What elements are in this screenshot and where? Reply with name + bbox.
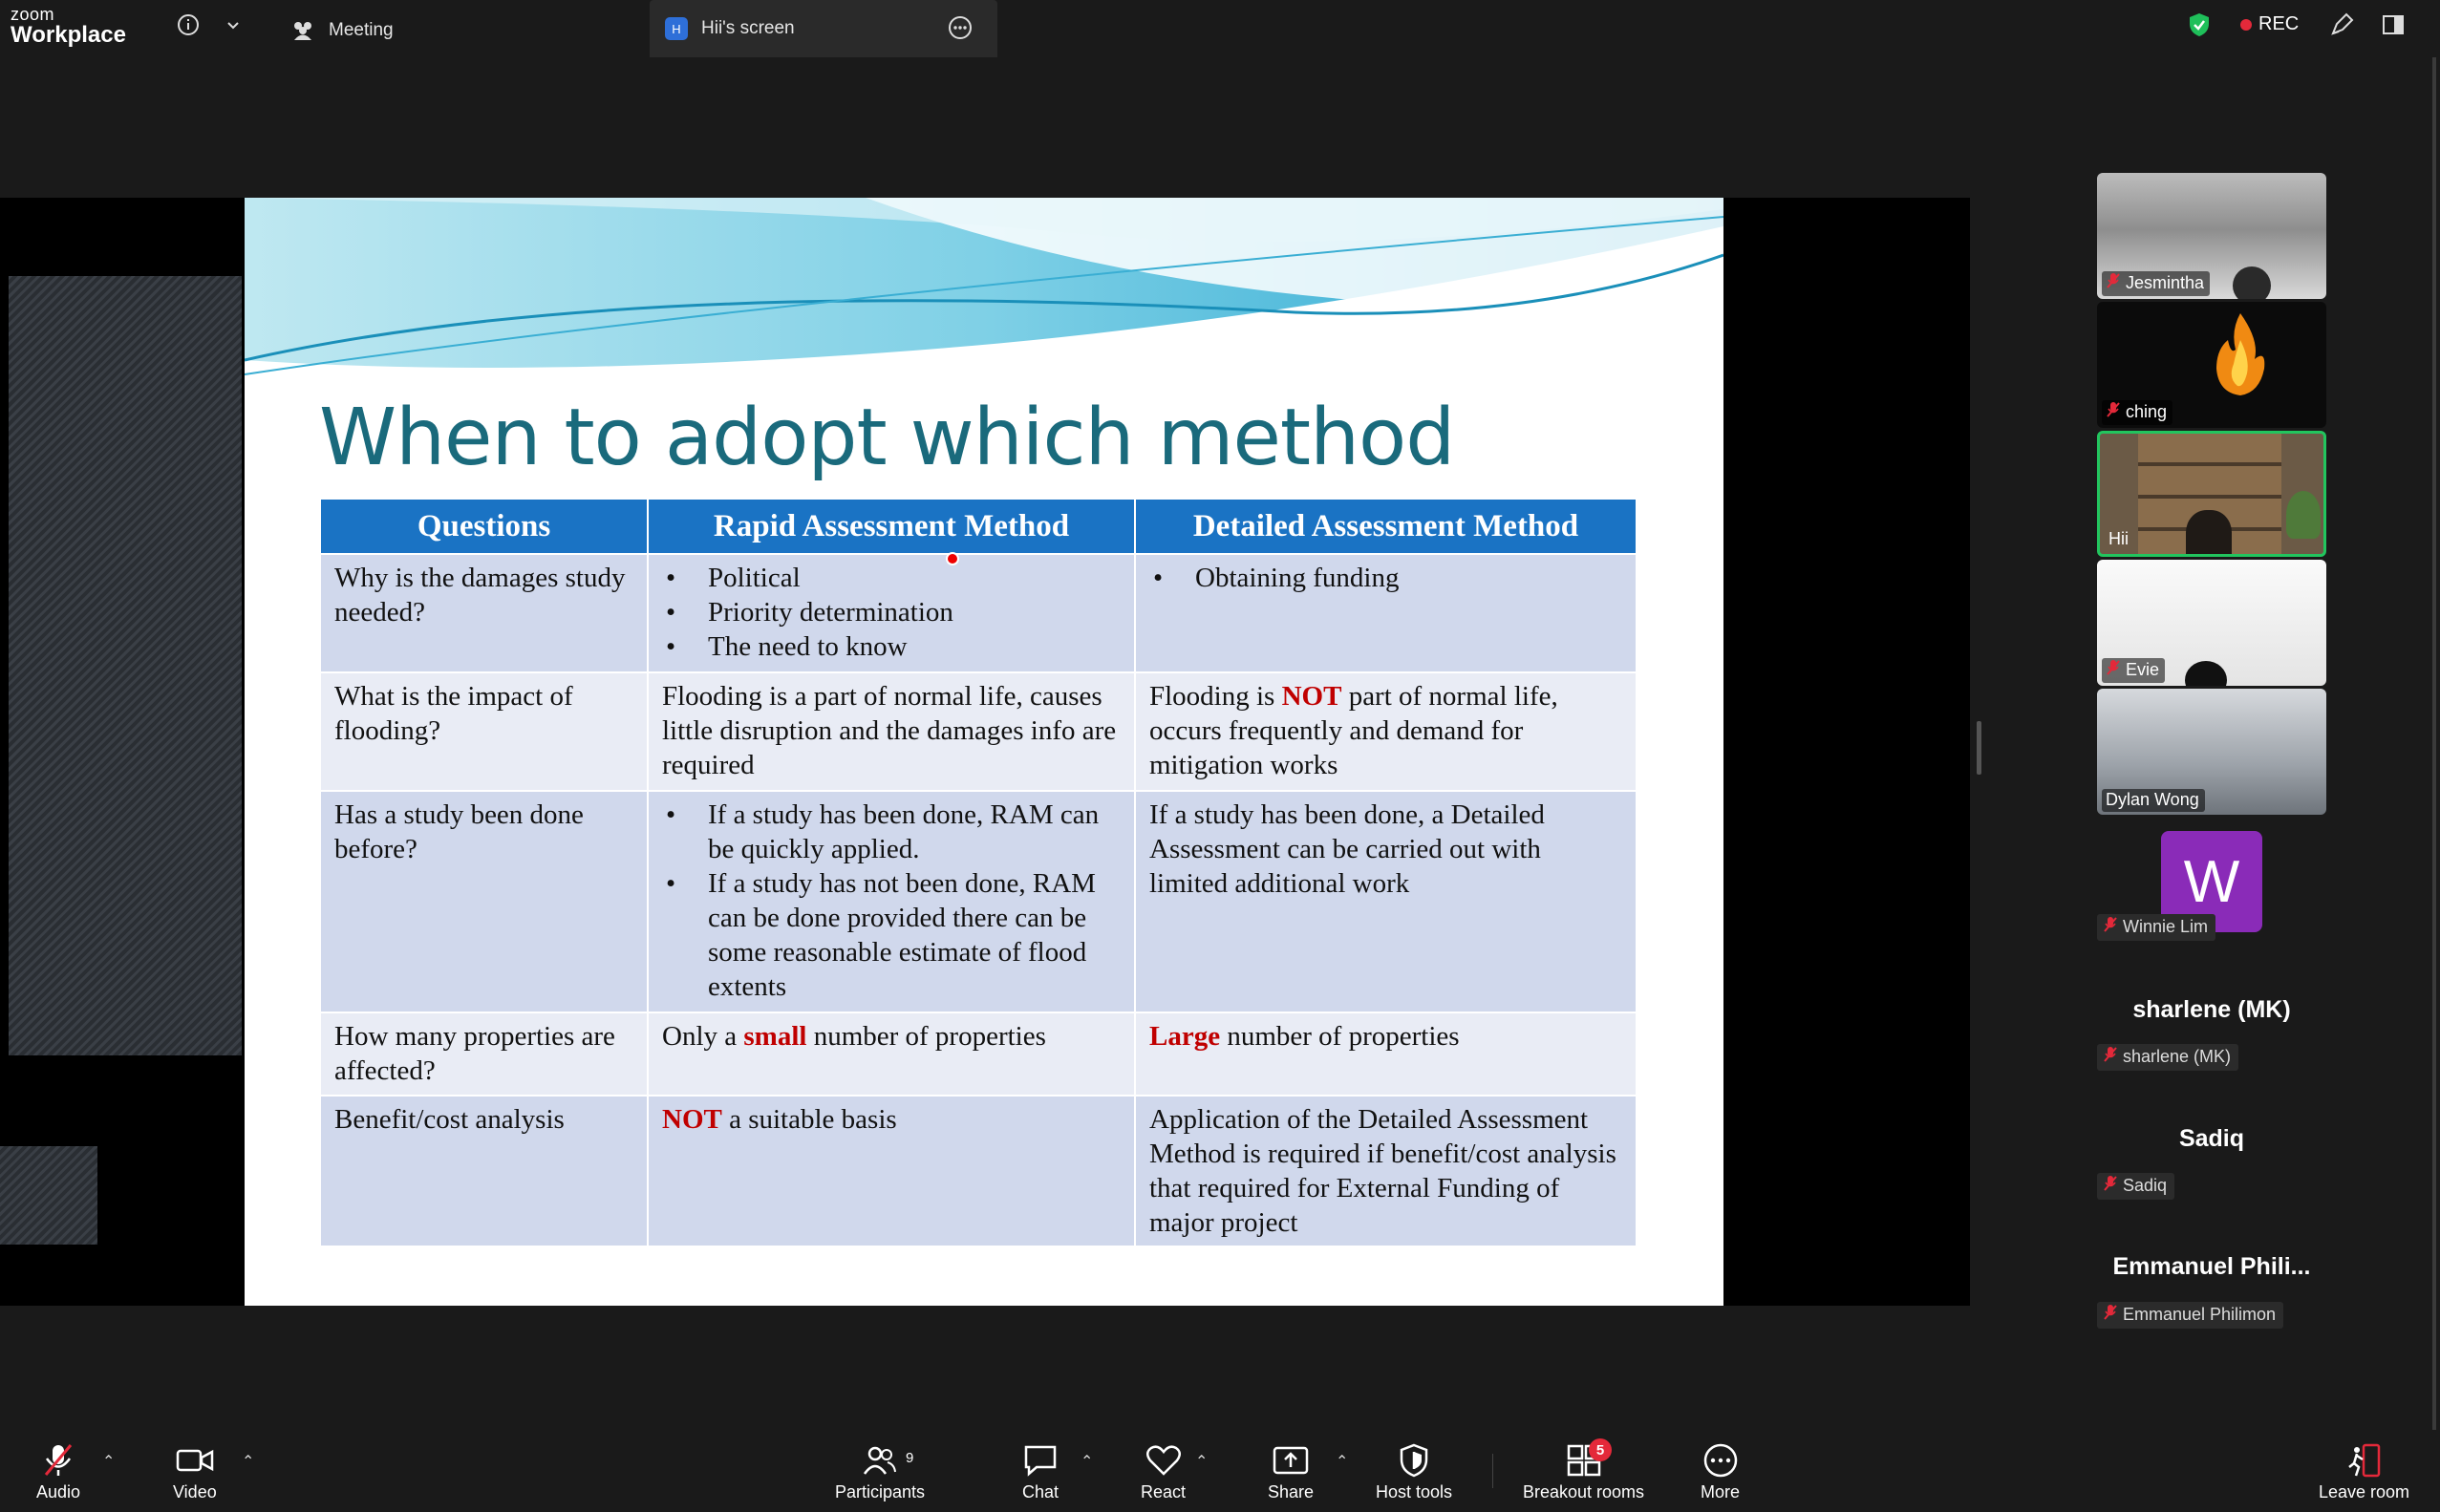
participant-name: Sadiq bbox=[2123, 1176, 2168, 1195]
slide-title: When to adopt which method bbox=[319, 393, 1455, 483]
background-window-thumbnail bbox=[0, 1146, 97, 1245]
view-layout-icon[interactable] bbox=[2380, 11, 2407, 38]
mic-muted-icon bbox=[2106, 401, 2121, 423]
participants-label: Participants bbox=[835, 1482, 926, 1501]
video-options-caret[interactable]: ⌃ bbox=[242, 1454, 255, 1470]
audio-button[interactable] bbox=[36, 1442, 80, 1502]
bullet-item: • Obtaining funding bbox=[1149, 561, 1624, 595]
chat-options-caret[interactable]: ⌃ bbox=[1081, 1454, 1094, 1470]
chevron-down-icon[interactable] bbox=[220, 11, 246, 38]
question-cell: Benefit/cost analysis bbox=[320, 1096, 648, 1246]
participant-name-tag bbox=[2102, 400, 2172, 425]
breakout-rooms-label: Breakout rooms bbox=[1523, 1482, 1645, 1501]
rapid-cell bbox=[648, 791, 1135, 1012]
participant-name: Winnie Lim bbox=[2123, 917, 2209, 936]
annotate-icon[interactable] bbox=[2328, 11, 2355, 38]
shield-check-icon[interactable] bbox=[2186, 11, 2213, 38]
breakout-rooms-button[interactable] bbox=[1523, 1442, 1644, 1502]
info-icon[interactable] bbox=[175, 11, 202, 38]
column-header: Questions bbox=[320, 499, 648, 554]
cell-text: Flooding is bbox=[1149, 681, 1282, 712]
bullet-item: • Political bbox=[662, 561, 1123, 595]
participant-name: sharlene (MK) bbox=[2123, 1047, 2232, 1066]
participant-name: Hii bbox=[2108, 529, 2129, 548]
rec-label: REC bbox=[2258, 13, 2300, 34]
participant-name: Jesmintha bbox=[2126, 273, 2205, 292]
laser-pointer bbox=[946, 552, 959, 565]
question-cell: How many properties are affected? bbox=[320, 1012, 648, 1096]
question-cell: What is the impact of flooding? bbox=[320, 672, 648, 791]
fire-image bbox=[2207, 311, 2274, 397]
react-options-caret[interactable]: ⌃ bbox=[1195, 1454, 1209, 1470]
participant-name-card[interactable]: Sadiq bbox=[2178, 1125, 2245, 1152]
app-logo bbox=[11, 6, 126, 47]
participant-name-tag bbox=[2102, 658, 2165, 683]
table-row bbox=[320, 554, 1637, 672]
leave-room-label: Leave room bbox=[2319, 1482, 2410, 1501]
share-label: Share bbox=[1268, 1482, 1315, 1501]
participant-name-card[interactable]: Emmanuel Phili... bbox=[2112, 1253, 2311, 1280]
video-camera-icon bbox=[176, 1442, 214, 1479]
video-button[interactable] bbox=[173, 1442, 217, 1502]
mic-muted-icon bbox=[2106, 272, 2121, 294]
rapid-cell: Flooding is a part of normal life, causes little disruption and the damages info are required bbox=[648, 672, 1135, 791]
rec-dot-icon bbox=[2240, 19, 2252, 31]
tab-screen-label: Hii's screen bbox=[701, 18, 795, 38]
question-cell: Has a study been done before? bbox=[320, 791, 648, 1012]
presentation-slide bbox=[245, 198, 1723, 1306]
detailed-cell bbox=[1135, 554, 1637, 672]
react-label: React bbox=[1141, 1482, 1187, 1501]
more-options-icon[interactable] bbox=[948, 15, 973, 40]
participant-name-tag bbox=[2102, 271, 2210, 296]
audio-options-caret[interactable]: ⌃ bbox=[102, 1454, 116, 1470]
tab-meeting[interactable] bbox=[277, 6, 645, 55]
detailed-cell: Application of the Detailed Assessment Method is required if benefit/cost analysis that required for External Funding of major project bbox=[1135, 1096, 1637, 1246]
video-tile[interactable] bbox=[2097, 173, 2326, 299]
detailed-cell bbox=[1135, 672, 1637, 791]
people-icon bbox=[290, 20, 315, 41]
chat-label: Chat bbox=[1022, 1482, 1059, 1501]
video-tile-active-speaker[interactable] bbox=[2097, 431, 2326, 557]
bullet-item: • If a study has been done, RAM can be quickly applied. bbox=[662, 798, 1123, 866]
audio-label: Audio bbox=[36, 1482, 81, 1501]
slide-header-wave bbox=[245, 198, 1723, 389]
emphasis-text: small bbox=[743, 1021, 807, 1052]
participants-icon bbox=[863, 1442, 897, 1479]
cell-text: number of properties bbox=[1220, 1021, 1460, 1052]
brand-small: zoom bbox=[11, 5, 55, 24]
meeting-toolbar bbox=[0, 1430, 2440, 1512]
leave-room-button[interactable] bbox=[2319, 1442, 2409, 1502]
question-cell: Why is the damages study needed? bbox=[320, 554, 648, 672]
participant-name: ching bbox=[2126, 402, 2168, 421]
video-tile[interactable] bbox=[2097, 302, 2326, 428]
video-tile[interactable] bbox=[2097, 560, 2326, 686]
mic-muted-icon bbox=[2106, 659, 2121, 681]
participants-count: 9 bbox=[906, 1450, 914, 1466]
participant-video bbox=[2185, 661, 2227, 686]
detailed-cell bbox=[1135, 1012, 1637, 1096]
mic-muted-icon bbox=[2103, 1304, 2118, 1326]
participant-name-card[interactable]: sharlene (MK) bbox=[2132, 996, 2291, 1023]
participant-name: Evie bbox=[2126, 660, 2160, 679]
table-row bbox=[320, 672, 1637, 791]
participant-name-tag bbox=[2105, 528, 2134, 551]
panel-resize-handle[interactable] bbox=[1977, 721, 1981, 775]
brand-large: Workplace bbox=[11, 22, 126, 48]
rapid-cell bbox=[648, 554, 1135, 672]
rapid-cell bbox=[648, 1096, 1135, 1246]
mic-muted-icon bbox=[2103, 1046, 2118, 1068]
cell-text: part of normal life, occurs frequently and demand for mitigation works bbox=[1149, 681, 1558, 780]
mic-muted-icon bbox=[41, 1442, 75, 1479]
participant-name-tag bbox=[2097, 914, 2215, 941]
cell-text: Only a bbox=[662, 1021, 744, 1052]
shield-icon bbox=[1399, 1442, 1429, 1479]
bullet-item: • If a study has not been done, RAM can be done provided there can be some reasonable estimate of flood extents bbox=[662, 866, 1123, 1004]
background-window-thumbnail bbox=[9, 276, 242, 1055]
table-row bbox=[320, 1012, 1637, 1096]
participant-video bbox=[2233, 266, 2271, 299]
rapid-cell bbox=[648, 1012, 1135, 1096]
chat-button[interactable] bbox=[1022, 1442, 1059, 1502]
react-button[interactable] bbox=[1141, 1442, 1186, 1502]
bullet-item: • Priority determination bbox=[662, 595, 1123, 629]
share-button[interactable] bbox=[1268, 1442, 1314, 1502]
notification-badge: 5 bbox=[1589, 1438, 1612, 1461]
video-tile[interactable] bbox=[2097, 689, 2326, 815]
participant-name-tag bbox=[2097, 1302, 2283, 1329]
participant-name: Dylan Wong bbox=[2106, 790, 2199, 809]
chat-icon bbox=[1023, 1442, 1058, 1479]
tab-meeting-label: Meeting bbox=[329, 20, 394, 40]
avatar[interactable]: W bbox=[2161, 831, 2262, 932]
scrollbar[interactable] bbox=[2432, 57, 2436, 1433]
top-bar bbox=[0, 0, 2440, 57]
column-header: Detailed Assessment Method bbox=[1135, 499, 1637, 554]
emphasis-text: NOT bbox=[1281, 681, 1342, 712]
mic-muted-icon bbox=[2103, 1175, 2118, 1197]
leave-icon bbox=[2346, 1442, 2383, 1479]
mic-muted-icon bbox=[2103, 916, 2118, 938]
plant-decoration bbox=[2286, 491, 2321, 539]
video-label: Video bbox=[173, 1482, 217, 1501]
tab-hii-screen[interactable] bbox=[650, 0, 997, 57]
more-button[interactable] bbox=[1701, 1442, 1740, 1502]
emphasis-text: Large bbox=[1149, 1021, 1221, 1052]
participant-name-tag bbox=[2097, 1173, 2174, 1200]
column-header: Rapid Assessment Method bbox=[648, 499, 1135, 554]
cell-text: number of properties bbox=[806, 1021, 1046, 1052]
more-icon bbox=[1702, 1442, 1739, 1479]
participant-name: Emmanuel Philimon bbox=[2123, 1305, 2277, 1324]
heart-icon bbox=[1145, 1442, 1182, 1479]
participant-name-tag bbox=[2097, 1044, 2238, 1071]
share-screen-icon bbox=[1273, 1442, 1309, 1479]
recording-indicator[interactable] bbox=[2240, 13, 2299, 35]
host-tools-button[interactable] bbox=[1376, 1442, 1452, 1502]
participant-name-tag bbox=[2102, 789, 2205, 812]
emphasis-text: NOT bbox=[662, 1104, 722, 1135]
cell-text: a suitable basis bbox=[721, 1104, 897, 1135]
detailed-cell: If a study has been done, a Detailed Assessment can be carried out with limited additional work bbox=[1135, 791, 1637, 1012]
share-options-caret[interactable]: ⌃ bbox=[1336, 1454, 1349, 1470]
toolbar-divider bbox=[1492, 1454, 1493, 1488]
participant-video bbox=[2186, 510, 2232, 557]
table-row bbox=[320, 1096, 1637, 1246]
more-label: More bbox=[1701, 1482, 1741, 1501]
table-row bbox=[320, 791, 1637, 1012]
host-tools-label: Host tools bbox=[1376, 1482, 1453, 1501]
bullet-item: • The need to know bbox=[662, 629, 1123, 664]
screen-badge: H bbox=[665, 17, 688, 40]
comparison-table bbox=[319, 498, 1637, 1247]
